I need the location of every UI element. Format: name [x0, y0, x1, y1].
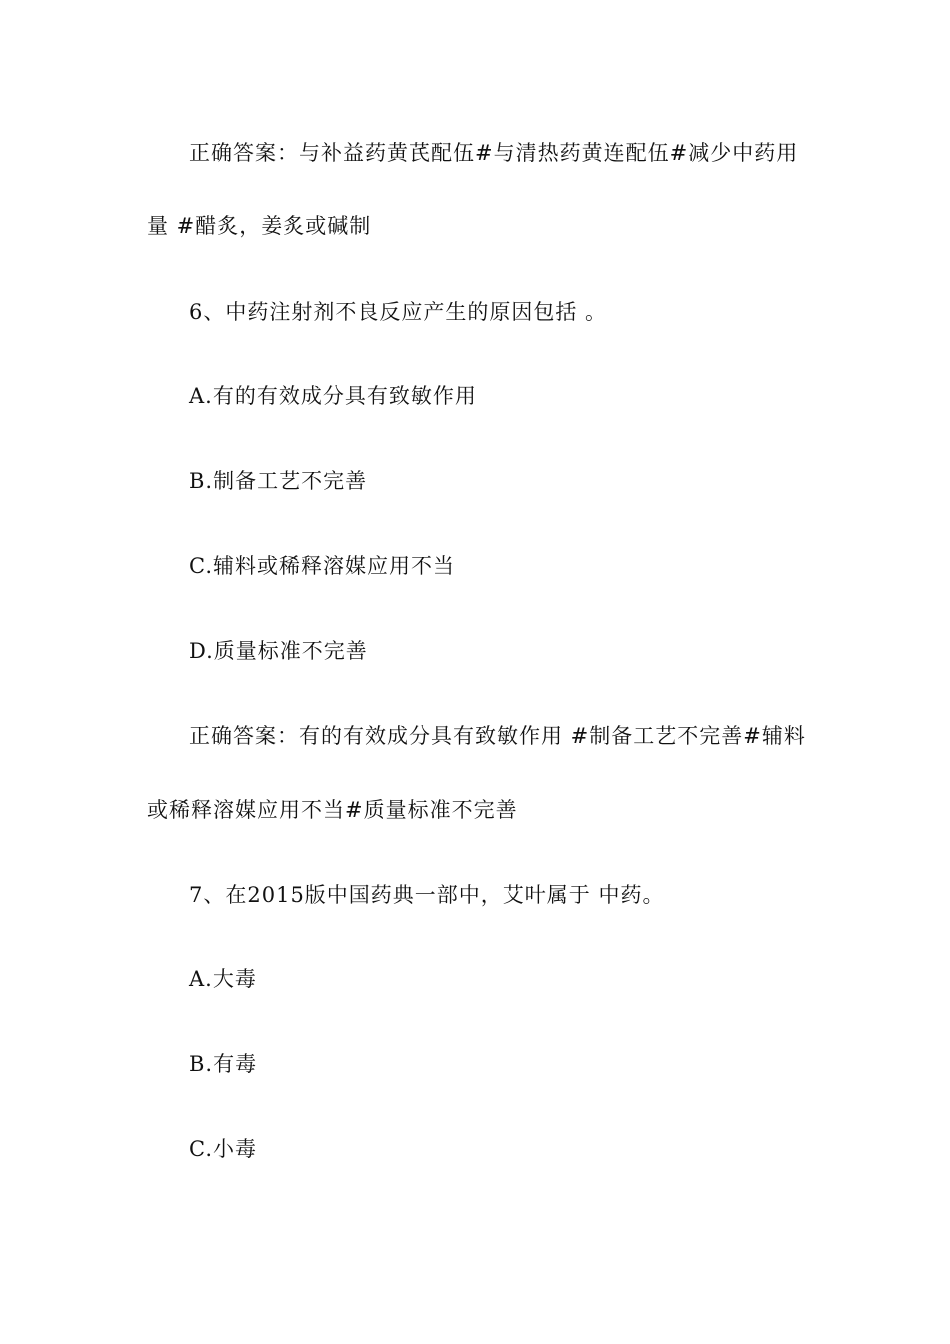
answer-6-line-1: 正确答案：有的有效成分具有致敏作用 #制备工艺不完善#辅料: [189, 724, 806, 748]
answer-5-line-2: 量 #醋炙，姜炙或碱制: [147, 214, 372, 238]
question-7-option-c: C.小毒: [189, 1137, 257, 1161]
answer-6-line-2: 或稀释溶媒应用不当#质量标准不完善: [147, 798, 518, 822]
question-6-option-c: C.辅料或稀释溶媒应用不当: [189, 554, 455, 578]
question-7-option-b: B.有毒: [189, 1052, 258, 1076]
question-6-option-d: D.质量标准不完善: [189, 639, 368, 663]
question-6-option-b: B.制备工艺不完善: [189, 469, 368, 493]
answer-5-line-1: 正确答案：与补益药黄芪配伍#与清热药黄连配伍#减少中药用: [189, 141, 799, 165]
question-6-stem: 6、中药注射剂不良反应产生的原因包括 。: [189, 300, 608, 324]
question-7-stem: 7、在2015版中国药典一部中，艾叶属于 中药。: [189, 883, 665, 907]
question-6-option-a: A.有的有效成分具有致敏作用: [189, 384, 477, 408]
question-7-option-a: A.大毒: [189, 967, 257, 991]
